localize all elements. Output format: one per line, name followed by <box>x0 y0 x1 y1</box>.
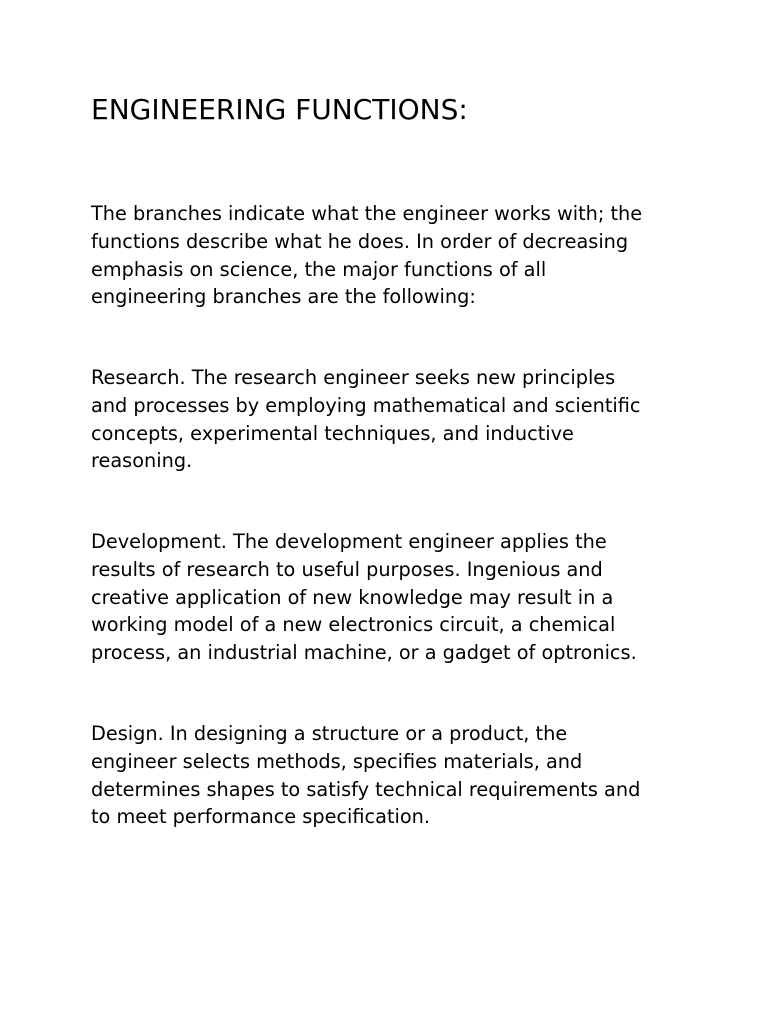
development-paragraph: Development. The development engineer applies the results of research to useful purposes. Ingenious and creative application of new knowledge may result in a working model of a new electronics circuit, a chemical process, an industrial machine, or a gadget of optronics. <box>91 530 637 665</box>
intro-paragraph: The branches indicate what the engineer works with; the functions describe what he does. In order of decreasing emphasis on science, the major functions of all engineering branches are the following: <box>91 202 643 309</box>
design-paragraph: Design. In designing a structure or a product, the engineer selects methods, specifies materials, and determines shapes to satisfy technical requirements and to meet performance specification. <box>91 722 641 829</box>
research-paragraph: Research. The research engineer seeks new principles and processes by employing mathematical and scientific concepts, experimental techniques, and inductive reasoning. <box>91 366 641 473</box>
page-title: ENGINEERING FUNCTIONS: <box>91 93 468 126</box>
